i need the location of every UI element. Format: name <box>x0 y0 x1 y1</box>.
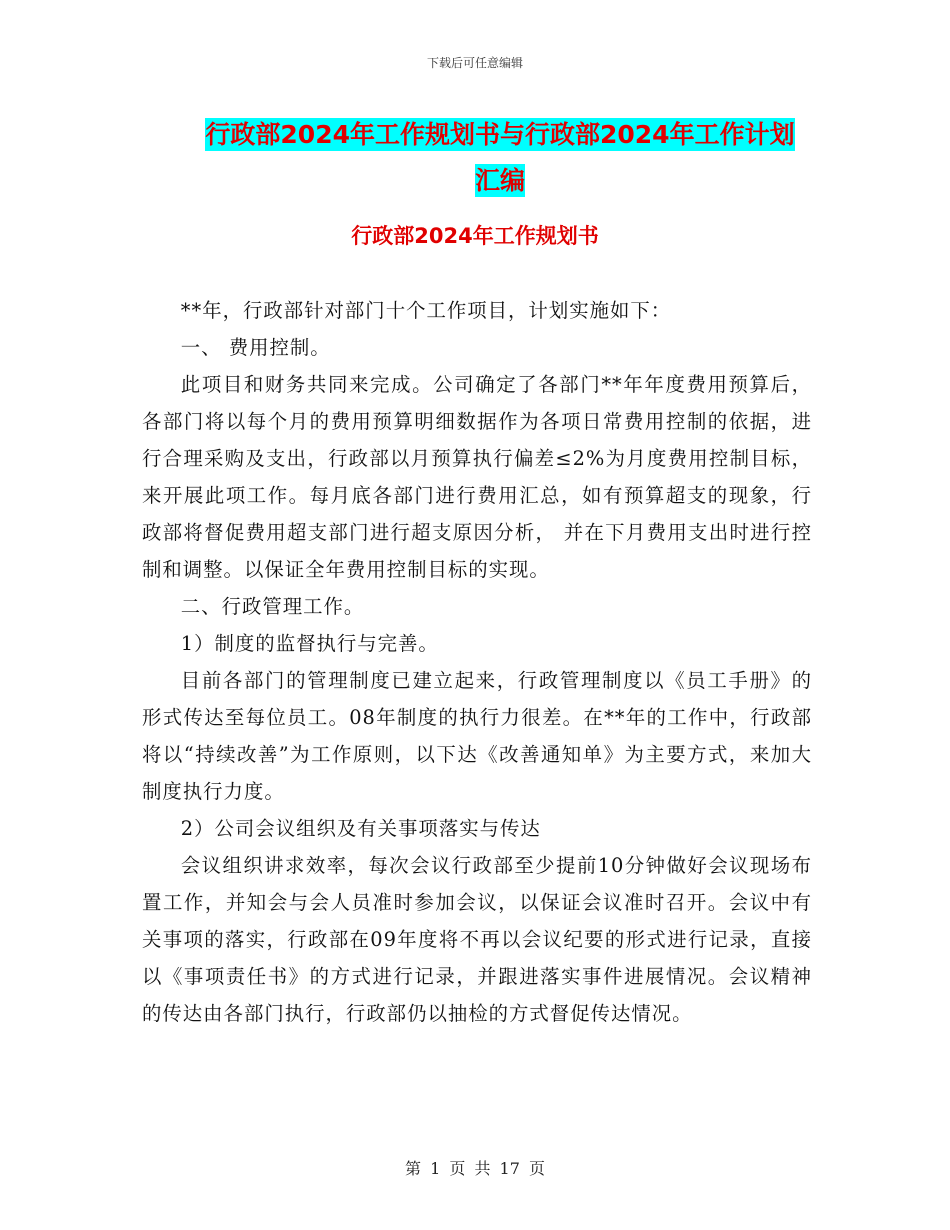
page-footer: 第 1 页 共 17 页 <box>405 1159 545 1178</box>
paragraph: 此项目和财务共同来完成。公司确定了各部门**年年度费用预算后，各部门将以每个月的费用预算明细数据作为各项日常费用控制的依据，进行合理采购及支出，行政部以月预算执行偏差≤2%为月度费用控制目标，来开展此项工作。每月底各部门进行费用汇总，如有预算超支的现象，行政部将督促费用超支部门进行超支原因分析， 并在下月费用支出时进行控制和调整。以保证全年费用控制目标的实现。 <box>142 373 812 581</box>
title-line-1: 行政部2024年工作规划书与行政部2024年工作计划 <box>205 120 795 149</box>
paragraph: 二、行政管理工作。 <box>180 595 365 618</box>
header-note: 下载后可任意编辑 <box>426 56 523 70</box>
document-body <box>142 292 812 1032</box>
title-line-2: 汇编 <box>474 166 525 195</box>
paragraph: 会议组织讲求效率，每次会议行政部至少提前10分钟做好会议现场布置工作，并知会与会人员准时参加会议，以保证会议准时召开。会议中有关事项的落实，行政部在09年度将不再以会议纪要的形式进行记录，直接以《事项责任书》的方式进行记录，并跟进落实事件进展情况。会议精神的传达由各部门执行，行政部仍以抽检的方式督促传达情况。 <box>142 854 812 1025</box>
document-title <box>140 112 860 204</box>
section-title: 行政部2024年工作规划书 <box>351 224 599 248</box>
paragraph: 1）制度的监督执行与完善。 <box>180 632 439 655</box>
paragraph: 一、 费用控制。 <box>180 336 331 359</box>
paragraph: 目前各部门的管理制度已建立起来，行政管理制度以《员工手册》的形式传达至每位员工。08年制度的执行力很差。在**年的工作中，行政部将以“持续改善”为工作原则，以下达《改善通知单》为主要方式，来加大制度执行力度。 <box>142 669 812 803</box>
paragraph: 2）公司会议组织及有关事项落实与传达 <box>180 817 541 840</box>
paragraph: **年，行政部针对部门十个工作项目，计划实施如下： <box>180 299 672 322</box>
